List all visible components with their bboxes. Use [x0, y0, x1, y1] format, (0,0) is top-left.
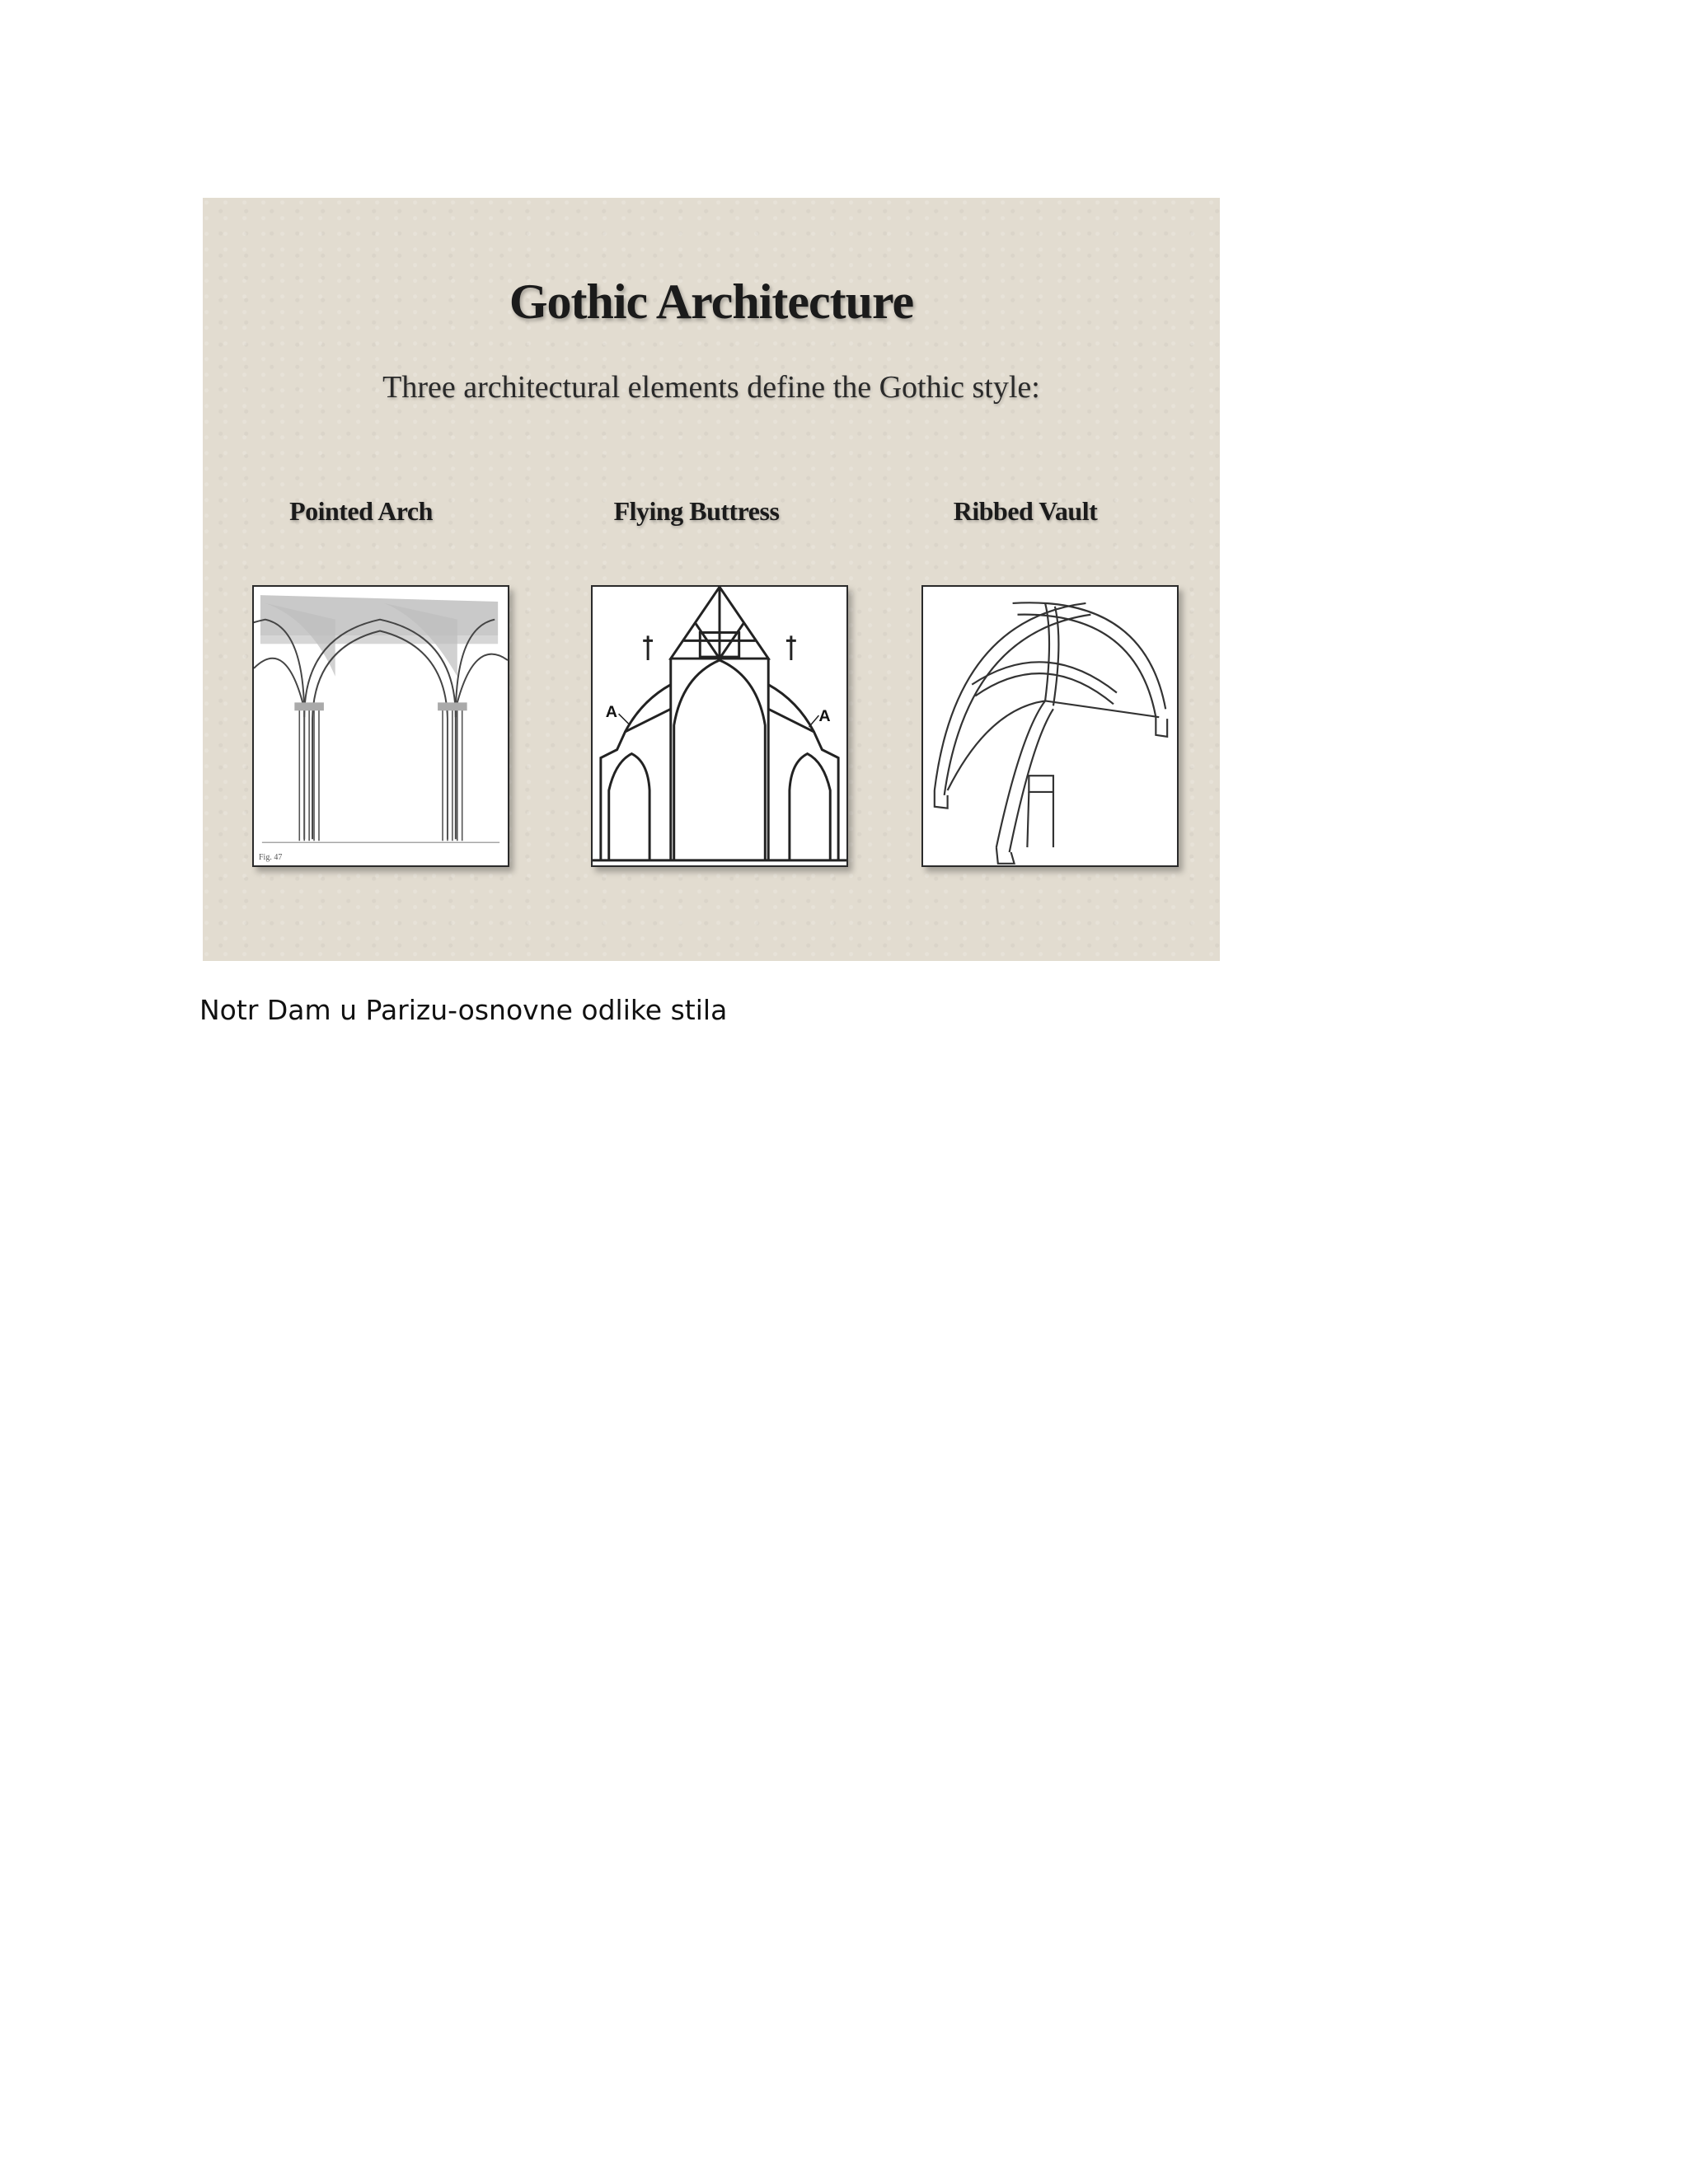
- figure-caption: Fig. 47: [259, 853, 283, 862]
- pointed-arch-drawing: [254, 587, 508, 865]
- pointed-arch-illustration: [252, 585, 509, 867]
- buttress-marker-left: A: [605, 703, 618, 722]
- embedded-slide-image: [203, 198, 1220, 961]
- label-pointed-arch: Pointed Arch: [289, 496, 433, 526]
- ribbed-vault-drawing: [923, 587, 1177, 865]
- buttress-marker-right: A: [818, 707, 831, 726]
- flying-buttress-drawing: [593, 587, 846, 865]
- label-ribbed-vault: Ribbed Vault: [953, 496, 1098, 526]
- label-flying-buttress: Flying Buttress: [613, 496, 780, 526]
- flying-buttress-illustration: [591, 585, 848, 867]
- ribbed-vault-illustration: [921, 585, 1179, 867]
- document-caption: Notr Dam u Parizu-osnovne odlike stila: [199, 994, 728, 1026]
- slide-subtitle: Three architectural elements define the Gothic style:: [382, 370, 1040, 405]
- slide-title: Gothic Architecture: [509, 274, 914, 329]
